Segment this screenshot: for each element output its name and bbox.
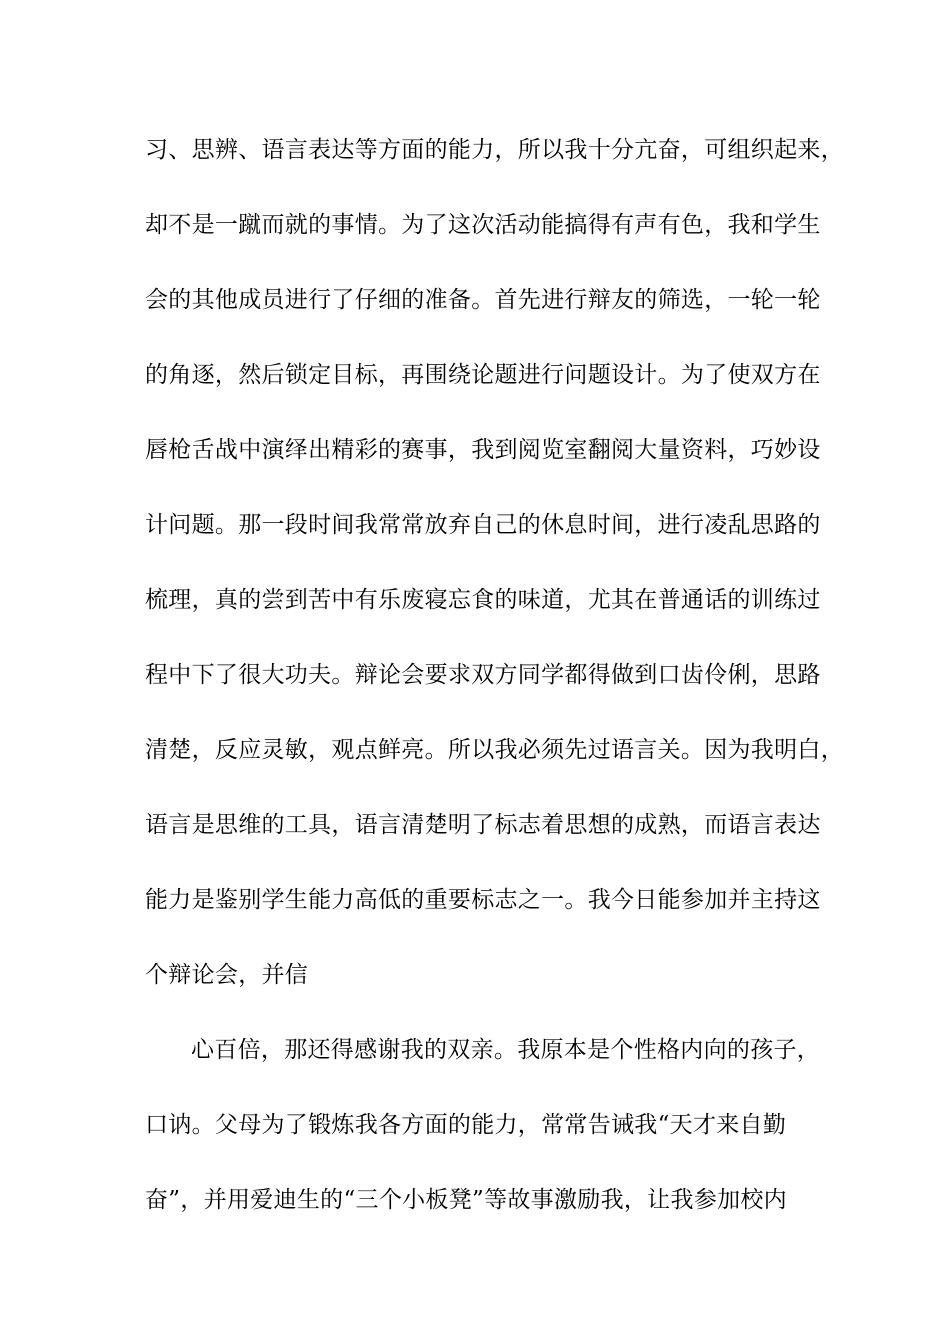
- text-line: 计问题。那一段时间我常常放弃自己的休息时间，进行凌乱思路的: [145, 512, 821, 538]
- text-line: 能力是鉴别学生能力高低的重要标志之一。我今日能参加并主持这: [145, 887, 821, 913]
- text-line: 唇枪舌战中演绎出精彩的赛事，我到阅览室翻阅大量资料，巧妙设: [145, 437, 821, 463]
- text-line: 程中下了很大功夫。辩论会要求双方同学都得做到口齿伶俐，思路: [145, 662, 821, 688]
- text-line: 口讷。父母为了锻炼我各方面的能力，常常告诫我“天才来自勤: [145, 1112, 787, 1138]
- text-line: 习、思辨、语言表达等方面的能力，所以我十分亢奋，可组织起来，: [145, 137, 844, 163]
- text-line: 语言是思维的工具，语言清楚明了标志着思想的成熟，而语言表达: [145, 812, 821, 838]
- text-line: 奋”，并用爱迪生的“三个小板凳”等故事激励我，让我参加校内: [145, 1187, 787, 1213]
- text-line: 个辩论会，并信: [145, 962, 309, 988]
- text-line: 的角逐，然后锁定目标，再围绕论题进行问题设计。为了使双方在: [145, 362, 821, 388]
- text-line: 会的其他成员进行了仔细的准备。首先进行辩友的筛选，一轮一轮: [145, 287, 821, 313]
- text-line: 心百倍，那还得感谢我的双亲。我原本是个性格内向的孩子，: [191, 1037, 821, 1063]
- text-line: 梳理，真的尝到苦中有乐废寝忘食的味道，尤其在普通话的训练过: [145, 587, 821, 613]
- text-line: 清楚，反应灵敏，观点鲜亮。所以我必须先过语言关。因为我明白，: [145, 737, 844, 763]
- text-line: 却不是一蹴而就的事情。为了这次活动能搞得有声有色，我和学生: [145, 212, 821, 238]
